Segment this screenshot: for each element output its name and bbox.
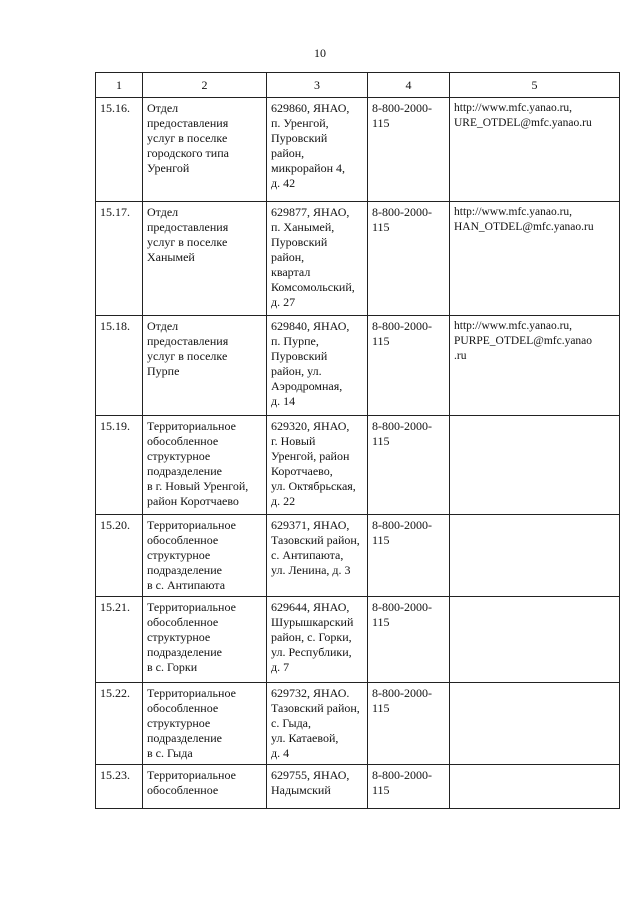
column-header: 1	[96, 73, 143, 98]
table-row	[96, 683, 620, 765]
office-phone: 8-800-2000- 115	[368, 98, 450, 202]
office-address: 629371, ЯНАО, Тазовский район, с. Антипаюта, ул. Ленина, д. 3	[267, 515, 368, 597]
table-row	[96, 316, 620, 416]
office-phone: 8-800-2000- 115	[368, 597, 450, 683]
table-row	[96, 597, 620, 683]
office-phone: 8-800-2000- 115	[368, 316, 450, 416]
office-contact	[450, 597, 620, 683]
table-row	[96, 765, 620, 809]
office-phone: 8-800-2000- 115	[368, 683, 450, 765]
column-header: 4	[368, 73, 450, 98]
row-number: 15.21.	[96, 597, 143, 683]
office-contact: http://www.mfc.yanao.ru, HAN_OTDEL@mfc.yanao.ru	[450, 202, 620, 316]
office-contact	[450, 683, 620, 765]
column-header: 2	[143, 73, 267, 98]
office-phone: 8-800-2000- 115	[368, 416, 450, 515]
office-address: 629755, ЯНАО, Надымский	[267, 765, 368, 809]
page-number: 10	[314, 46, 326, 60]
office-contact: http://www.mfc.yanao.ru, URE_OTDEL@mfc.yanao.ru	[450, 98, 620, 202]
row-number: 15.22.	[96, 683, 143, 765]
office-phone: 8-800-2000- 115	[368, 765, 450, 809]
table-row	[96, 515, 620, 597]
office-contact	[450, 515, 620, 597]
office-address: 629877, ЯНАО, п. Ханымей, Пуровский район, квартал Комсомольский, д. 27	[267, 202, 368, 316]
office-address: 629860, ЯНАО, п. Уренгой, Пуровский район, микрорайон 4, д. 42	[267, 98, 368, 202]
office-name: Территориальное обособленное структурное подразделение в с. Горки	[143, 597, 267, 683]
table-row	[96, 416, 620, 515]
table-row	[96, 98, 620, 202]
office-address: 629644, ЯНАО, Шурышкарский район, с. Горки, ул. Республики, д. 7	[267, 597, 368, 683]
office-address: 629840, ЯНАО, п. Пурпе, Пуровский район, ул. Аэродромная, д. 14	[267, 316, 368, 416]
row-number: 15.17.	[96, 202, 143, 316]
office-phone: 8-800-2000- 115	[368, 202, 450, 316]
office-name: Территориальное обособленное структурное подразделение в с. Гыда	[143, 683, 267, 765]
row-number: 15.20.	[96, 515, 143, 597]
office-contact	[450, 765, 620, 809]
office-address: 629320, ЯНАО, г. Новый Уренгой, район Коротчаево, ул. Октябрьская, д. 22	[267, 416, 368, 515]
office-name: Отдел предоставления услуг в поселке Пурпе	[143, 316, 267, 416]
office-phone: 8-800-2000- 115	[368, 515, 450, 597]
row-number: 15.18.	[96, 316, 143, 416]
office-address: 629732, ЯНАО. Тазовский район, с. Гыда, ул. Катаевой, д. 4	[267, 683, 368, 765]
table-header-row	[96, 73, 620, 98]
column-header: 5	[450, 73, 620, 98]
office-name: Отдел предоставления услуг в поселке городского типа Уренгой	[143, 98, 267, 202]
office-name: Территориальное обособленное	[143, 765, 267, 809]
table-row	[96, 202, 620, 316]
office-name: Территориальное обособленное структурное подразделение в г. Новый Уренгой, район Коротчаево	[143, 416, 267, 515]
row-number: 15.23.	[96, 765, 143, 809]
row-number: 15.16.	[96, 98, 143, 202]
office-contact	[450, 416, 620, 515]
office-name: Территориальное обособленное структурное подразделение в с. Антипаюта	[143, 515, 267, 597]
mfc-offices-table	[95, 72, 620, 809]
column-header: 3	[267, 73, 368, 98]
office-name: Отдел предоставления услуг в поселке Ханымей	[143, 202, 267, 316]
row-number: 15.19.	[96, 416, 143, 515]
office-contact: http://www.mfc.yanao.ru, PURPE_OTDEL@mfc.yanao .ru	[450, 316, 620, 416]
